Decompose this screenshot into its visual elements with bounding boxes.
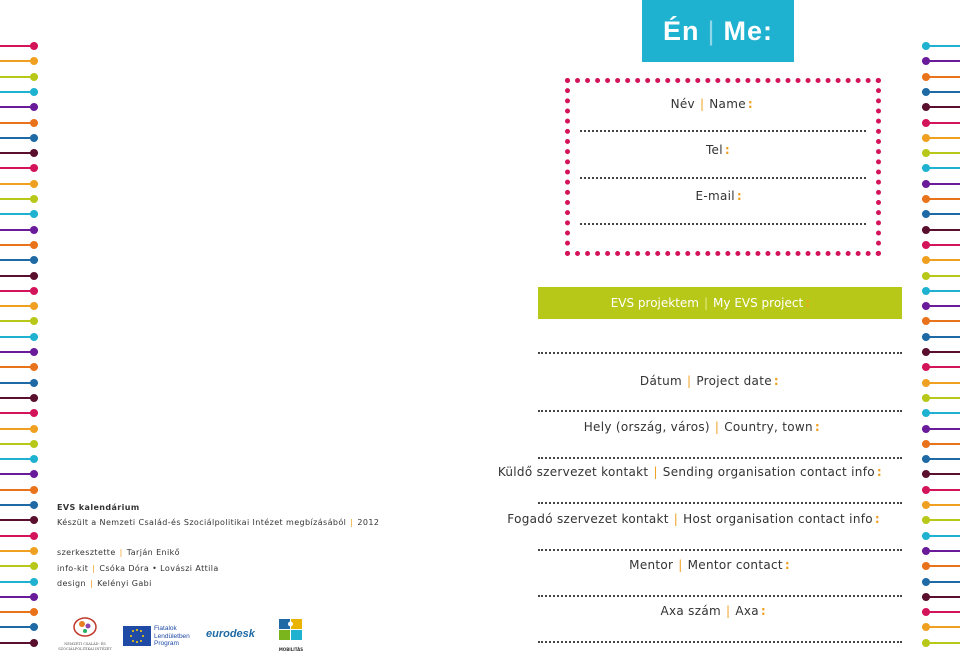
pin-line — [0, 259, 38, 261]
axa-input-line[interactable] — [538, 641, 902, 643]
tel-label-hu: Tel — [705, 143, 723, 157]
mobilitas-text: MOBILITÁS — [278, 647, 304, 652]
pin-line — [0, 244, 38, 246]
colon-mark: : — [760, 604, 766, 618]
pin-head — [30, 119, 38, 127]
pin-line — [0, 91, 38, 93]
pin-head — [30, 455, 38, 463]
pin-head — [30, 623, 38, 631]
pin-line — [0, 305, 38, 307]
pin-head — [30, 547, 38, 555]
colon-mark: : — [805, 296, 810, 310]
pin-line — [922, 290, 960, 292]
pin-head — [922, 302, 930, 310]
pin-head — [30, 379, 38, 387]
pin-line — [922, 550, 960, 552]
colon-mark: : — [773, 374, 779, 388]
pin-line — [0, 565, 38, 567]
sending-input-line[interactable] — [538, 502, 902, 504]
pin-head — [922, 103, 930, 111]
pin-line — [0, 290, 38, 292]
tel-field-label — [706, 143, 730, 157]
eurodesk-logo: eurodesk — [206, 628, 255, 640]
credits-editor: szerkesztette | Tarján Enikő — [57, 548, 180, 557]
pin-head — [30, 425, 38, 433]
ncsszi-logo — [57, 614, 113, 650]
pin-head — [922, 149, 930, 157]
mentor-input-line[interactable] — [538, 595, 902, 597]
pin-line — [922, 397, 960, 399]
pin-line — [922, 382, 960, 384]
colon-mark: : — [747, 97, 753, 111]
pin-head — [922, 57, 930, 65]
pin-line — [0, 382, 38, 384]
title-separator: | — [707, 15, 716, 46]
pin-line — [0, 351, 38, 353]
pin-head — [30, 180, 38, 188]
pin-head — [30, 256, 38, 264]
sending-label-hu: Küldő szervezet kontakt — [497, 465, 649, 479]
pin-line — [0, 626, 38, 628]
pin-line — [0, 183, 38, 185]
pin-head — [922, 180, 930, 188]
name-label-en: Name — [709, 97, 746, 111]
pin-head — [30, 501, 38, 509]
fiatalok-logo — [123, 625, 201, 647]
axa-field-label: Axa szám | Axa : — [660, 604, 766, 618]
fiatalok-text — [154, 625, 190, 648]
pin-head — [922, 256, 930, 264]
pin-line — [0, 611, 38, 613]
pin-head — [922, 195, 930, 203]
pin-head — [30, 562, 38, 570]
pin-head — [922, 425, 930, 433]
pin-head — [922, 440, 930, 448]
pin-line — [0, 519, 38, 521]
editor-label: szerkesztette — [57, 548, 116, 557]
credits-made-by: Készült a Nemzeti Család-és Szociálpolitikai Intézet megbízásából | 2012 — [57, 518, 380, 527]
pin-line — [922, 535, 960, 537]
pin-head — [922, 547, 930, 555]
pin-head — [922, 348, 930, 356]
pin-line — [0, 60, 38, 62]
pin-head — [922, 287, 930, 295]
pin-head — [30, 149, 38, 157]
pin-head — [922, 134, 930, 142]
place-field-label: Hely (ország, város) | Country, town : — [583, 420, 820, 434]
project-input-line[interactable] — [538, 352, 902, 354]
fiatalok-line-3: Program — [154, 640, 179, 647]
pin-line — [922, 336, 960, 338]
pin-head — [922, 501, 930, 509]
pin-line — [922, 458, 960, 460]
pin-line — [922, 45, 960, 47]
colon-mark: : — [814, 420, 820, 434]
pin-line — [922, 320, 960, 322]
pin-head — [30, 42, 38, 50]
pin-line — [922, 198, 960, 200]
pin-line — [0, 275, 38, 277]
pin-line — [922, 305, 960, 307]
pin-line — [0, 167, 38, 169]
place-label-en: Country, town — [724, 420, 813, 434]
pin-head — [922, 593, 930, 601]
pin-line — [922, 122, 960, 124]
credits-infokit: info-kit | Csóka Dóra • Lovászi Attila — [57, 564, 219, 573]
place-input-line[interactable] — [538, 457, 902, 459]
pin-line — [922, 229, 960, 231]
sending-field-label: Küldő szervezet kontakt | Sending organisation contact info : — [497, 465, 882, 479]
pin-line — [0, 336, 38, 338]
pin-head — [30, 210, 38, 218]
pin-head — [922, 623, 930, 631]
host-input-line[interactable] — [538, 549, 902, 551]
pin-head — [30, 287, 38, 295]
pin-head — [922, 210, 930, 218]
colon-mark: : — [784, 558, 790, 572]
pin-head — [30, 103, 38, 111]
host-label-en: Host organisation contact info — [683, 512, 873, 526]
design-label: design — [57, 579, 86, 588]
pin-line — [0, 397, 38, 399]
pin-head — [30, 317, 38, 325]
pin-line — [0, 320, 38, 322]
date-label-en: Project date — [696, 374, 772, 388]
pin-line — [0, 581, 38, 583]
fiatalok-line-1: Fiatalok — [154, 625, 177, 632]
title-hu: Én — [662, 15, 700, 46]
pin-head — [30, 578, 38, 586]
sending-label-en: Sending organisation contact info — [662, 465, 875, 479]
pin-line — [922, 152, 960, 154]
pin-line — [922, 428, 960, 430]
left-pin-border — [0, 0, 38, 651]
pin-line — [922, 473, 960, 475]
pin-line — [0, 535, 38, 537]
pin-line — [922, 596, 960, 598]
pin-line — [922, 91, 960, 93]
pin-line — [922, 60, 960, 62]
pin-line — [0, 428, 38, 430]
axa-label-en: Axa — [735, 604, 759, 618]
pin-head — [922, 486, 930, 494]
eu-flag-icon — [123, 626, 151, 646]
right-pin-border — [918, 0, 960, 651]
pin-line — [922, 519, 960, 521]
pin-head — [30, 164, 38, 172]
year-text: 2012 — [357, 518, 380, 527]
pin-head — [922, 470, 930, 478]
pin-head — [30, 593, 38, 601]
pin-head — [30, 195, 38, 203]
pin-line — [0, 412, 38, 414]
mentor-field-label: Mentor | Mentor contact : — [629, 558, 790, 572]
pin-head — [922, 562, 930, 570]
pin-line — [922, 106, 960, 108]
pin-line — [922, 351, 960, 353]
pin-head — [922, 639, 930, 647]
mobilitas-logo — [276, 617, 306, 651]
colon-mark: : — [736, 189, 742, 203]
pin-line — [922, 626, 960, 628]
pin-head — [922, 608, 930, 616]
pin-line — [922, 366, 960, 368]
date-input-line[interactable] — [538, 410, 902, 412]
pin-line — [922, 489, 960, 491]
axa-label-hu: Axa szám — [660, 604, 721, 618]
pin-line — [922, 443, 960, 445]
pin-head — [30, 516, 38, 524]
pin-head — [30, 333, 38, 341]
pin-head — [922, 73, 930, 81]
pin-head — [30, 73, 38, 81]
pin-head — [30, 409, 38, 417]
pin-head — [30, 272, 38, 280]
pin-line — [922, 213, 960, 215]
pin-line — [922, 76, 960, 78]
pin-head — [30, 302, 38, 310]
pin-head — [30, 88, 38, 96]
pin-head — [922, 88, 930, 96]
host-field-label: Fogadó szervezet kontakt | Host organisation contact info : — [507, 512, 880, 526]
pin-line — [922, 581, 960, 583]
pin-head — [30, 241, 38, 249]
email-field-label — [695, 189, 742, 203]
infokit-label: info-kit — [57, 564, 89, 573]
pin-head — [30, 348, 38, 356]
pin-head — [922, 455, 930, 463]
pin-line — [0, 443, 38, 445]
pin-head — [922, 578, 930, 586]
pin-line — [922, 565, 960, 567]
infokit-names: Csóka Dóra • Lovászi Attila — [99, 564, 219, 573]
project-label-hu: EVS projektem — [610, 296, 699, 310]
pin-line — [0, 489, 38, 491]
colon-mark: : — [874, 512, 880, 526]
pin-line — [922, 244, 960, 246]
pin-line — [0, 137, 38, 139]
pin-head — [922, 532, 930, 540]
tel-input-line[interactable] — [580, 177, 866, 179]
pin-head — [30, 363, 38, 371]
pin-line — [922, 137, 960, 139]
pin-head — [922, 333, 930, 341]
pin-head — [922, 317, 930, 325]
credits-design: design | Kelényi Gabi — [57, 579, 152, 588]
pin-line — [922, 642, 960, 644]
ncsszi-emblem-icon — [57, 614, 113, 638]
pin-line — [922, 412, 960, 414]
pin-head — [922, 272, 930, 280]
mentor-label-en: Mentor contact — [687, 558, 783, 572]
credits-heading: EVS kalendárium — [57, 503, 140, 512]
pin-head — [922, 119, 930, 127]
project-banner: EVS projektem | My EVS project : — [538, 287, 902, 319]
pin-line — [922, 275, 960, 277]
pin-line — [0, 213, 38, 215]
pin-head — [922, 363, 930, 371]
pin-line — [0, 642, 38, 644]
fiatalok-line-2: Lendületben — [154, 632, 190, 640]
pin-head — [922, 516, 930, 524]
pin-head — [30, 57, 38, 65]
pin-line — [0, 152, 38, 154]
name-input-line[interactable] — [580, 130, 866, 132]
project-label-en: My EVS project — [713, 296, 804, 310]
designer-name: Kelényi Gabi — [97, 579, 152, 588]
ncsszi-text: NEMZETI CSALÁD- ÉS SZOCIÁLPOLITIKAI INTÉZET — [58, 642, 112, 651]
pin-line — [0, 550, 38, 552]
pin-line — [922, 611, 960, 613]
pin-head — [922, 379, 930, 387]
name-field-label: Név | Name : — [670, 97, 753, 111]
pin-head — [30, 486, 38, 494]
email-input-line[interactable] — [580, 223, 866, 225]
pin-head — [922, 226, 930, 234]
place-label-hu: Hely (ország, város) — [583, 420, 710, 434]
pin-line — [0, 45, 38, 47]
pin-line — [922, 504, 960, 506]
pin-head — [30, 394, 38, 402]
pin-head — [922, 241, 930, 249]
pin-head — [922, 394, 930, 402]
pin-line — [0, 458, 38, 460]
editor-name: Tarján Enikő — [126, 548, 180, 557]
pin-line — [0, 473, 38, 475]
pin-line — [922, 167, 960, 169]
pin-line — [0, 122, 38, 124]
colon-mark: : — [724, 143, 730, 157]
pin-head — [30, 639, 38, 647]
pin-line — [0, 596, 38, 598]
email-label-hu: E-mail — [695, 189, 735, 203]
made-by-text: Készült a Nemzeti Család-és Szociálpolitikai Intézet megbízásából — [57, 518, 347, 527]
pin-head — [30, 226, 38, 234]
date-field-label: Dátum | Project date : — [639, 374, 779, 388]
colon-mark: : — [876, 465, 882, 479]
pin-line — [922, 183, 960, 185]
pin-line — [0, 76, 38, 78]
page-title — [642, 0, 794, 62]
pin-head — [30, 470, 38, 478]
name-label-hu: Név — [670, 97, 695, 111]
pin-head — [922, 409, 930, 417]
pin-line — [922, 259, 960, 261]
pin-line — [0, 504, 38, 506]
pin-head — [922, 164, 930, 172]
mentor-label-hu: Mentor — [629, 558, 674, 572]
pin-head — [30, 532, 38, 540]
mobilitas-puzzle-icon — [276, 617, 306, 643]
pin-line — [0, 229, 38, 231]
host-label-hu: Fogadó szervezet kontakt — [507, 512, 669, 526]
pin-line — [0, 366, 38, 368]
pin-line — [0, 106, 38, 108]
pin-head — [30, 440, 38, 448]
date-label-hu: Dátum — [639, 374, 683, 388]
pin-head — [30, 608, 38, 616]
pin-head — [922, 42, 930, 50]
title-en: Me: — [723, 15, 774, 46]
pin-line — [0, 198, 38, 200]
pin-head — [30, 134, 38, 142]
